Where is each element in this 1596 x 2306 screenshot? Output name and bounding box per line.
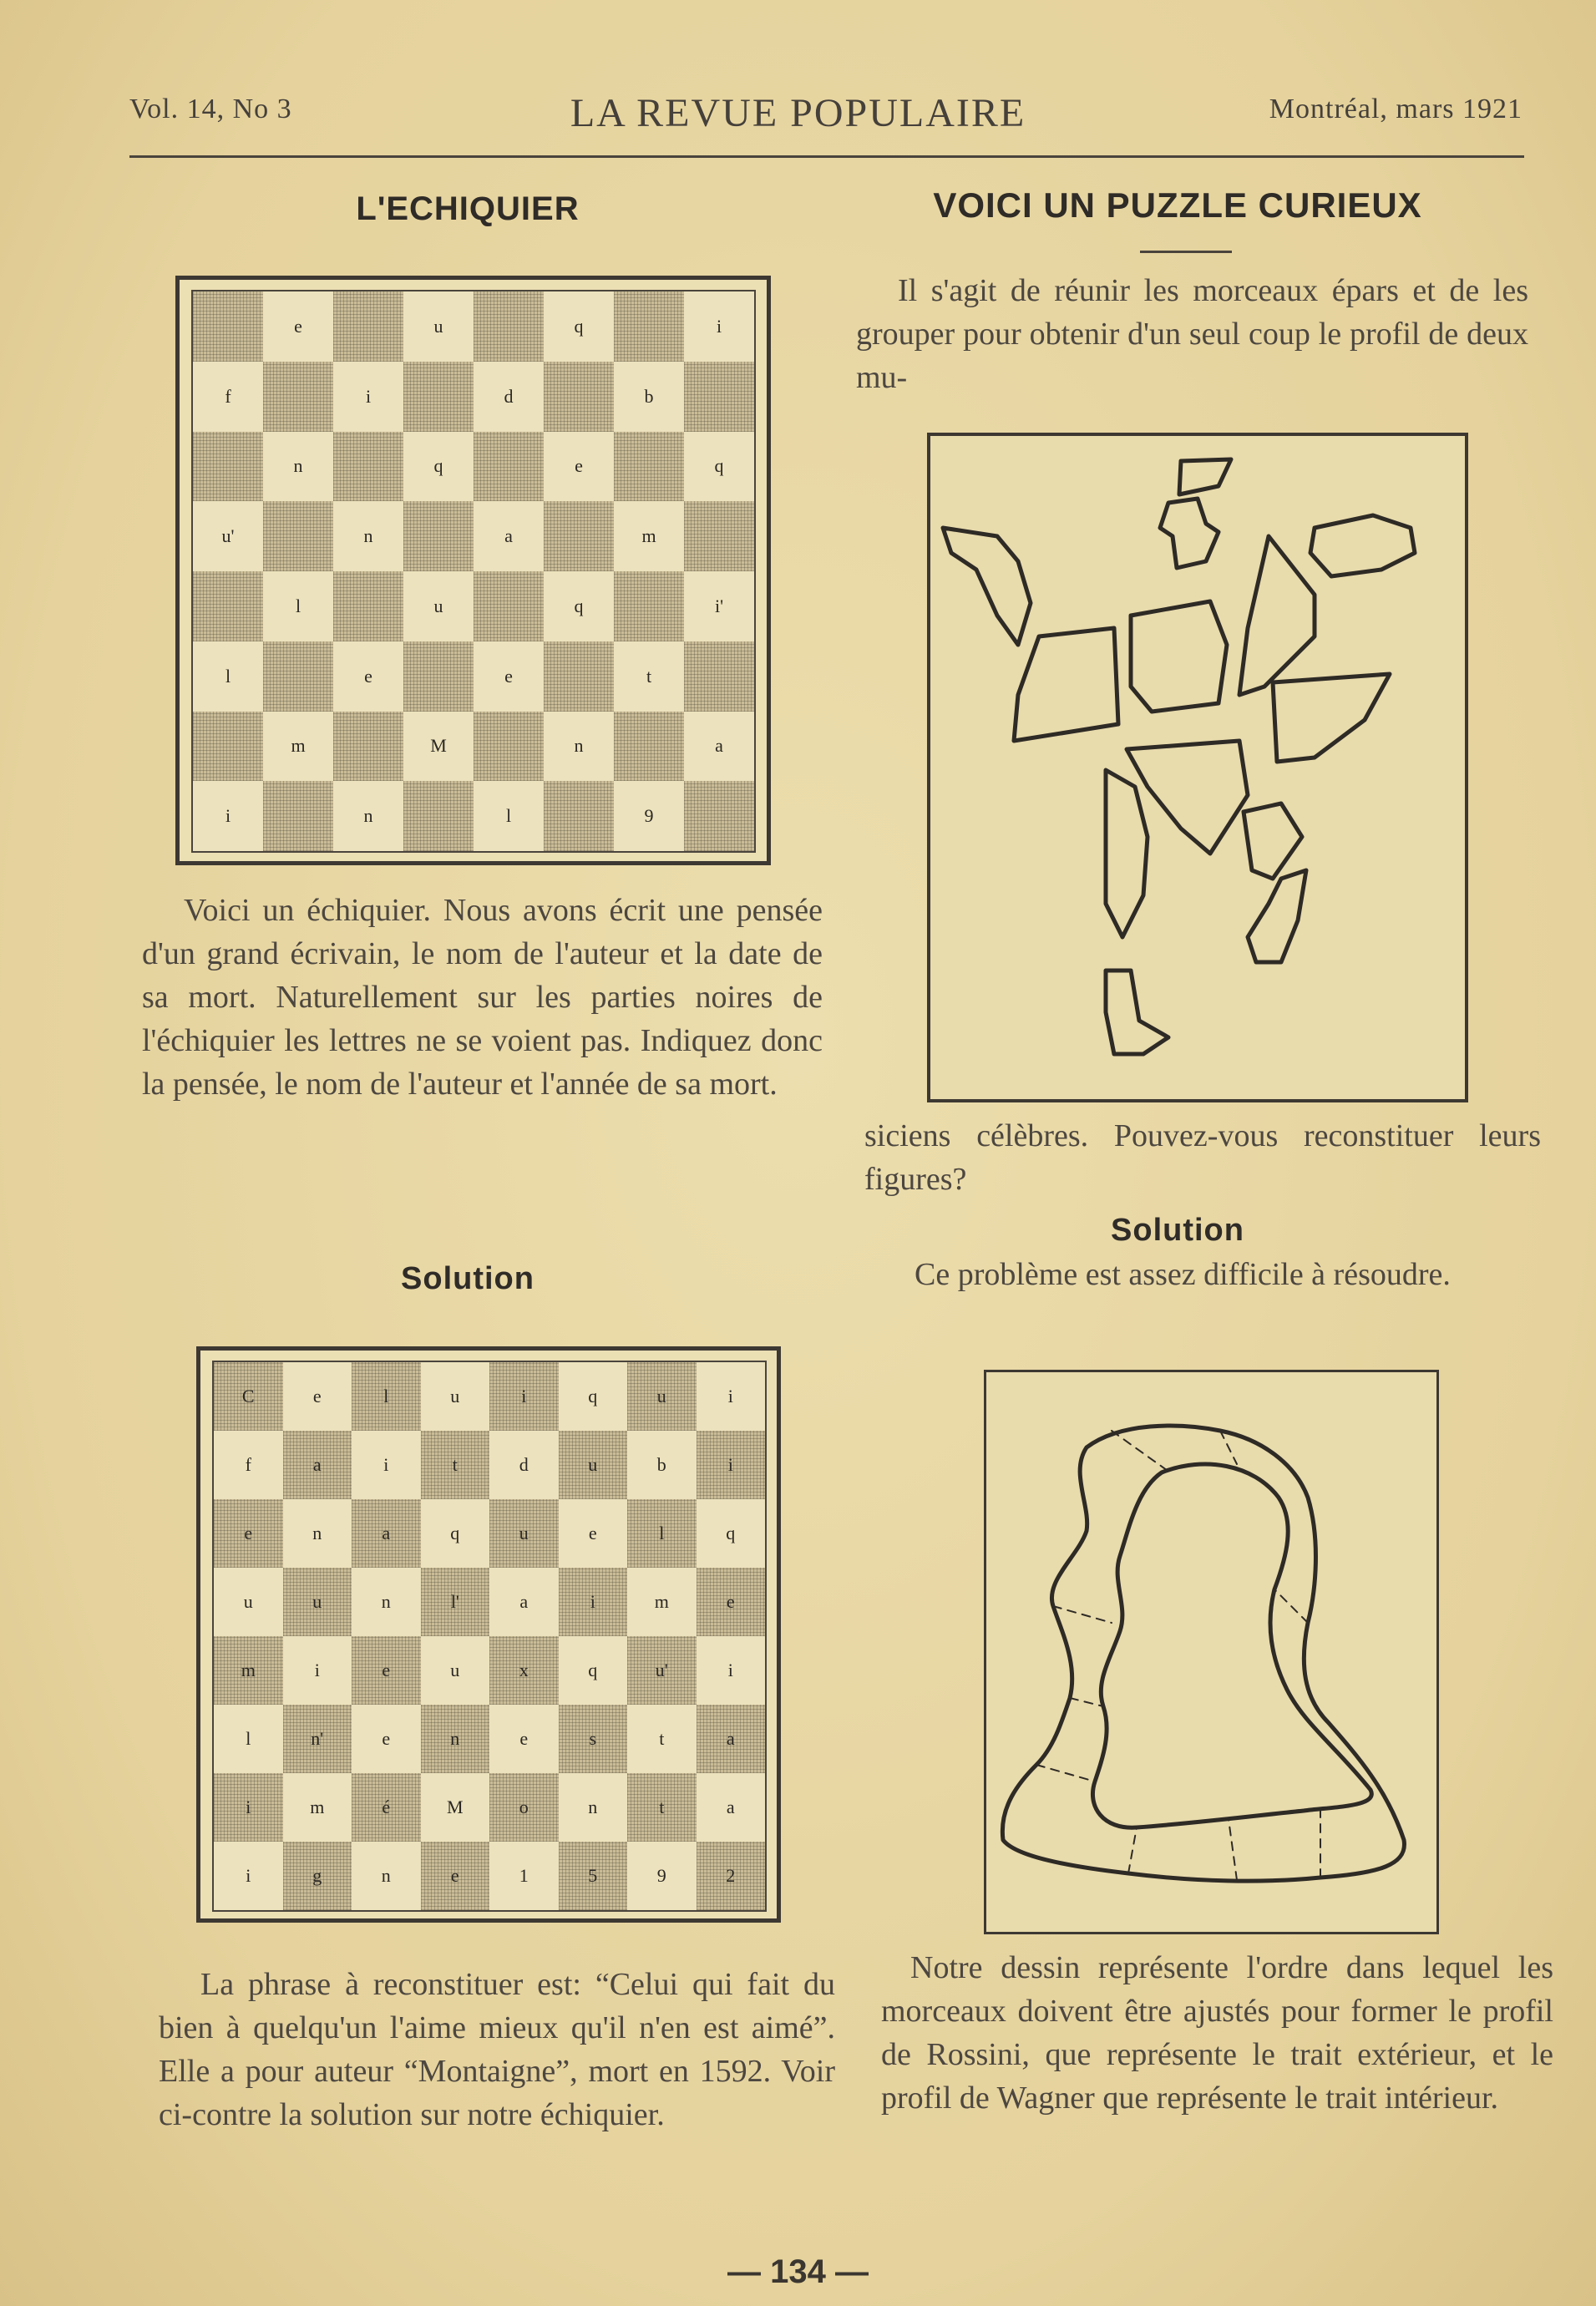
solution-board-square: é bbox=[352, 1773, 421, 1842]
chessboard-square: i' bbox=[684, 571, 754, 641]
solution-board-square: i bbox=[697, 1636, 766, 1705]
wagner-profile-outline bbox=[1092, 1464, 1371, 1827]
solution-heading-left: Solution bbox=[401, 1261, 535, 1296]
solution-board-square: i bbox=[489, 1362, 559, 1431]
profiles-drawing bbox=[986, 1372, 1436, 1932]
puzzle-intro-continued bbox=[864, 1114, 1541, 1201]
chessboard-square bbox=[193, 712, 263, 782]
solution-board-square: a bbox=[283, 1431, 352, 1499]
solution-board-square: u bbox=[421, 1636, 490, 1705]
solution-board-square: q bbox=[421, 1499, 490, 1568]
piece-seam bbox=[1274, 1589, 1308, 1623]
chessboard-square bbox=[614, 432, 684, 502]
chessboard-square: u bbox=[403, 291, 474, 362]
solution-board-square: d bbox=[489, 1431, 559, 1499]
chessboard-square: q bbox=[544, 571, 614, 641]
chessboard-grid bbox=[191, 290, 756, 853]
chessboard-square: e bbox=[333, 641, 403, 712]
solution-board-square: u bbox=[421, 1362, 490, 1431]
solution-board-square: 2 bbox=[697, 1842, 766, 1910]
puzzle-piece bbox=[1248, 870, 1306, 962]
header-rule bbox=[129, 155, 1524, 158]
heading-underline bbox=[1140, 251, 1232, 253]
solution-board-square: u' bbox=[627, 1636, 697, 1705]
solution-board-square: a bbox=[697, 1705, 766, 1773]
solution-board-square: e bbox=[352, 1705, 421, 1773]
chessboard-square bbox=[684, 641, 754, 712]
solution-board-square: u bbox=[489, 1499, 559, 1568]
solution-board-square: e bbox=[559, 1499, 628, 1568]
chessboard-square: l bbox=[474, 781, 544, 851]
chessboard-square bbox=[333, 432, 403, 502]
solution-board-square: i bbox=[697, 1431, 766, 1499]
solution-board-square: q bbox=[697, 1499, 766, 1568]
solution-board-square: 5 bbox=[559, 1842, 628, 1910]
solution-board-square: q bbox=[559, 1362, 628, 1431]
solution-description-text: La phrase à reconstituer est: “Celui qui fait du bien à quelqu'un l'aime mieux qu'il n'en est aimé”. Elle a pour auteur “Montaigne”, mort en 1592. Voir ci-contre la solution sur notre échiquier. bbox=[159, 1967, 835, 2132]
chessboard-square bbox=[684, 362, 754, 432]
solution-board-square: s bbox=[559, 1705, 628, 1773]
solution-board-square: 9 bbox=[627, 1842, 697, 1910]
profiles-figure bbox=[984, 1370, 1439, 1934]
chessboard-square bbox=[474, 571, 544, 641]
piece-seam bbox=[1229, 1819, 1237, 1880]
solution-board-square: t bbox=[627, 1773, 697, 1842]
chessboard-square: n bbox=[263, 432, 333, 502]
chessboard-square: i bbox=[333, 362, 403, 432]
solution-board-square: f bbox=[214, 1431, 283, 1499]
puzzle-piece bbox=[1131, 601, 1227, 712]
chessboard-square bbox=[474, 712, 544, 782]
solution-board-square: m bbox=[627, 1568, 697, 1636]
rossini-profile-outline bbox=[1002, 1426, 1404, 1881]
solution-board-square: l bbox=[627, 1499, 697, 1568]
solution-board-square: g bbox=[283, 1842, 352, 1910]
chessboard-square bbox=[403, 362, 474, 432]
piece-seam bbox=[1112, 1431, 1170, 1472]
page-number: — 134 — bbox=[727, 2253, 869, 2290]
puzzle-pieces-figure bbox=[927, 433, 1468, 1102]
solution-board-square: t bbox=[627, 1705, 697, 1773]
chessboard-square: i bbox=[193, 781, 263, 851]
solution-board-square: m bbox=[214, 1636, 283, 1705]
chessboard-square: e bbox=[474, 641, 544, 712]
chessboard-square bbox=[544, 362, 614, 432]
chessboard-square: l bbox=[193, 641, 263, 712]
solution-board-square: a bbox=[697, 1773, 766, 1842]
solution-board-square: 1 bbox=[489, 1842, 559, 1910]
solution-board-square: n bbox=[421, 1705, 490, 1773]
chessboard-square bbox=[403, 781, 474, 851]
chessboard-square: n bbox=[333, 501, 403, 571]
chessboard-square: M bbox=[403, 712, 474, 782]
solution-board-square: e bbox=[421, 1842, 490, 1910]
chessboard-square: u bbox=[403, 571, 474, 641]
puzzle-piece bbox=[1127, 741, 1248, 854]
solution-board-square: m bbox=[283, 1773, 352, 1842]
solution-board-square: q bbox=[559, 1636, 628, 1705]
chessboard-square bbox=[544, 641, 614, 712]
puzzle-piece bbox=[1179, 459, 1231, 494]
solution-board-square: t bbox=[421, 1431, 490, 1499]
chessboard-square bbox=[403, 641, 474, 712]
puzzle-piece bbox=[1273, 674, 1390, 762]
chessboard-square: m bbox=[614, 501, 684, 571]
puzzle-description-text: Voici un échiquier. Nous avons écrit une pensée d'un grand écrivain, le nom de l'auteur et la date de sa mort. Naturellement sur les parties noires de l'échiquier les lettres ne se voient pas. Indiquez donc la pensée, le nom de l'auteur et l'année de sa mort. bbox=[142, 893, 823, 1102]
chessboard-square bbox=[544, 781, 614, 851]
solution-board-square: M bbox=[421, 1773, 490, 1842]
chessboard-square: m bbox=[263, 712, 333, 782]
chessboard-square bbox=[544, 501, 614, 571]
solution-board-square: e bbox=[214, 1499, 283, 1568]
chessboard-square bbox=[263, 641, 333, 712]
magazine-title: LA REVUE POPULAIRE bbox=[570, 91, 1026, 135]
piece-seam bbox=[1053, 1606, 1112, 1623]
solution-description bbox=[159, 1963, 835, 2136]
solution-board-square: n bbox=[559, 1773, 628, 1842]
puzzle-description bbox=[142, 889, 823, 1106]
solution-heading-right: Solution bbox=[1111, 1213, 1244, 1248]
solution-board-square: b bbox=[627, 1431, 697, 1499]
issue-date: Montréal, mars 1921 bbox=[1269, 94, 1523, 124]
puzzle-intro-continued-text: siciens célèbres. Pouvez-vous reconstituer leurs figures? bbox=[864, 1118, 1541, 1197]
solution-board-square: u bbox=[283, 1568, 352, 1636]
chessboard-square bbox=[263, 501, 333, 571]
solution-board-square: l bbox=[352, 1362, 421, 1431]
solution-board-square: u bbox=[214, 1568, 283, 1636]
solution-board-square: e bbox=[283, 1362, 352, 1431]
chessboard-square bbox=[614, 571, 684, 641]
puzzle-piece bbox=[1106, 971, 1168, 1054]
chessboard-square bbox=[474, 432, 544, 502]
chessboard-square: b bbox=[614, 362, 684, 432]
puzzle-heading: VOICI UN PUZZLE CURIEUX bbox=[933, 185, 1422, 225]
solution-statement-text: Ce problème est assez difficile à résoudre. bbox=[915, 1257, 1451, 1292]
solution-board-square: n' bbox=[283, 1705, 352, 1773]
chessboard-solution bbox=[196, 1346, 781, 1923]
puzzle-piece bbox=[1014, 628, 1118, 741]
chessboard-square: t bbox=[614, 641, 684, 712]
closing-paragraph-text: Notre dessin représente l'ordre dans lequel les morceaux doivent être ajustés pour former le profil de Rossini, que représente le trait extérieur, et le profil de Wagner que représente le trait intérieur. bbox=[881, 1950, 1553, 2116]
chessboard-square bbox=[333, 291, 403, 362]
chessboard-square: f bbox=[193, 362, 263, 432]
chessboard-solution-grid bbox=[212, 1361, 767, 1912]
solution-board-square: a bbox=[352, 1499, 421, 1568]
solution-board-square: n bbox=[352, 1842, 421, 1910]
solution-board-square: u bbox=[559, 1431, 628, 1499]
piece-seam bbox=[1070, 1698, 1103, 1706]
solution-board-square: C bbox=[214, 1362, 283, 1431]
solution-board-square: x bbox=[489, 1636, 559, 1705]
chessboard-square: l bbox=[263, 571, 333, 641]
chessboard-square bbox=[474, 291, 544, 362]
chessboard-square: d bbox=[474, 362, 544, 432]
puzzle-pieces-drawing bbox=[930, 436, 1465, 1099]
chessboard-square: u' bbox=[193, 501, 263, 571]
volume-number: Vol. 14, No 3 bbox=[129, 94, 292, 124]
chessboard-square: n bbox=[544, 712, 614, 782]
piece-seam bbox=[1128, 1827, 1137, 1873]
chessboard-square bbox=[684, 501, 754, 571]
solution-board-square: o bbox=[489, 1773, 559, 1842]
chessboard-square: a bbox=[474, 501, 544, 571]
chessboard-square bbox=[193, 571, 263, 641]
echiquier-heading: L'ECHIQUIER bbox=[356, 190, 580, 227]
chessboard-square bbox=[333, 571, 403, 641]
solution-board-square: e bbox=[352, 1636, 421, 1705]
chessboard-square bbox=[684, 781, 754, 851]
chessboard-square bbox=[193, 432, 263, 502]
chessboard-square: q bbox=[403, 432, 474, 502]
solution-board-square: i bbox=[283, 1636, 352, 1705]
puzzle-piece bbox=[1310, 515, 1415, 576]
chessboard-square: 9 bbox=[614, 781, 684, 851]
chessboard-square bbox=[614, 712, 684, 782]
solution-board-square: i bbox=[559, 1568, 628, 1636]
solution-board-square: i bbox=[352, 1431, 421, 1499]
solution-board-square: u bbox=[627, 1362, 697, 1431]
chessboard-square bbox=[263, 362, 333, 432]
puzzle-intro bbox=[856, 269, 1528, 399]
solution-statement bbox=[864, 1253, 1541, 1296]
solution-board-square: n bbox=[352, 1568, 421, 1636]
chessboard-square: i bbox=[684, 291, 754, 362]
chessboard-square bbox=[263, 781, 333, 851]
solution-board-square: l bbox=[214, 1705, 283, 1773]
chessboard-square: e bbox=[263, 291, 333, 362]
chessboard-square: q bbox=[544, 291, 614, 362]
solution-board-square: i bbox=[697, 1362, 766, 1431]
solution-board-square: l' bbox=[421, 1568, 490, 1636]
solution-board-square: a bbox=[489, 1568, 559, 1636]
puzzle-piece bbox=[1160, 499, 1219, 568]
chessboard-square: n bbox=[333, 781, 403, 851]
puzzle-piece bbox=[1239, 536, 1315, 695]
puzzle-piece bbox=[943, 528, 1031, 645]
puzzle-intro-text: Il s'agit de réunir les morceaux épars et de les grouper pour obtenir d'un seul coup le profil de deux mu- bbox=[856, 273, 1528, 395]
chessboard-square bbox=[403, 501, 474, 571]
solution-board-square: e bbox=[489, 1705, 559, 1773]
solution-board-square: i bbox=[214, 1842, 283, 1910]
solution-board-square: n bbox=[283, 1499, 352, 1568]
chessboard-square bbox=[614, 291, 684, 362]
closing-paragraph bbox=[881, 1946, 1553, 2120]
chessboard-square: a bbox=[684, 712, 754, 782]
chessboard-puzzle bbox=[175, 276, 771, 865]
chessboard-square: q bbox=[684, 432, 754, 502]
puzzle-piece bbox=[1106, 770, 1148, 937]
chessboard-square bbox=[333, 712, 403, 782]
chessboard-square bbox=[193, 291, 263, 362]
solution-board-square: e bbox=[697, 1568, 766, 1636]
piece-seam bbox=[1036, 1765, 1095, 1781]
solution-board-square: i bbox=[214, 1773, 283, 1842]
puzzle-piece bbox=[1244, 803, 1302, 879]
chessboard-square: e bbox=[544, 432, 614, 502]
